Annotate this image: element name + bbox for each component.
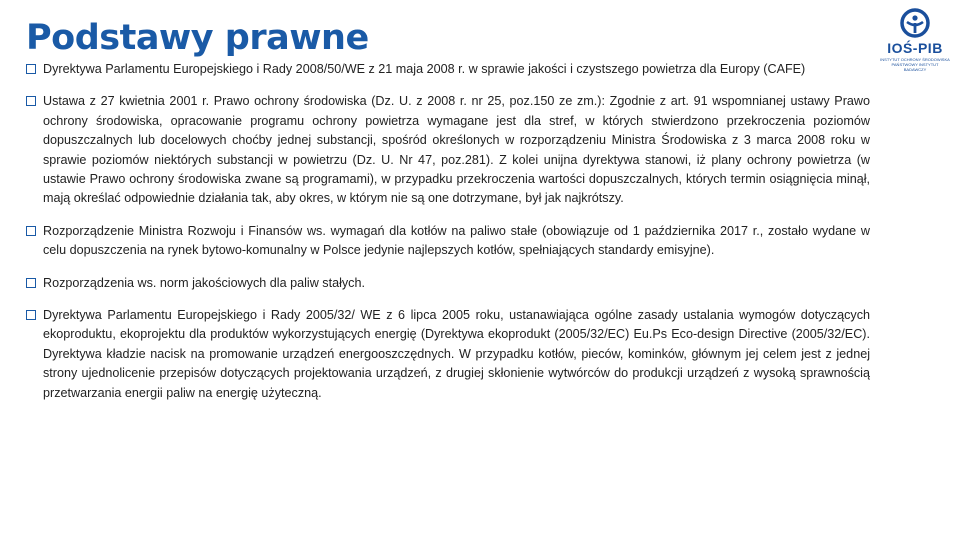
checkbox-bullet-icon [26,310,36,320]
checkbox-bullet-icon [26,278,36,288]
list-item [26,306,870,403]
logo-subtitle: INSTYTUT OCHRONY ŚRODOWISKA PAŃSTWOWY INSTYTUT BADAWCZY [880,57,950,72]
list-item [26,60,870,79]
list-item [26,222,870,261]
list-item-text: Ustawa z 27 kwietnia 2001 r. Prawo ochrony środowiska (Dz. U. z 2008 r. nr 25, poz.150 ze zm.): Zgodnie z art. 91 wspomnianej ustawy Prawo ochrony środowiska, opracowanie programu ochrony powietrza wymagane jest dla stref, w których stwierdzono przekroczenia poziomów dopuszczalnych lub docelowych choćby jednej substancji, spośród określonych w rozporządzeniu Ministra Środowiska z 3 marca 2008 roku w sprawie poziomów niektórych substancji w powietrzu (Dz. U. Nr 47, poz.281). Z kolei unijna dyrektywa stanowi, iż plany ochrony powietrza (w ustawie Prawo ochrony środowiska zwane są programami), w przypadku przekroczenia wartości dopuszczalnych, których termin osiągnięcia minął, mają określać odpowiednie działania tak, aby okres, w którym nie są one dotrzymane, był jak najkrótszy. [43,94,870,206]
ios-pib-logo [876,8,954,70]
checkbox-bullet-icon [26,226,36,236]
list-item [26,92,870,208]
checkbox-bullet-icon [26,64,36,74]
list-item-text: Rozporządzenie Ministra Rozwoju i Finansów ws. wymagań dla kotłów na paliwo stałe (obowiązuje od 1 października 2017 r., zostało wydane w celu dopuszczenia na rynek bytowo-komunalny w Polsce jedynie najlepszych kotłów, spełniających standardy emisyjne). [43,223,870,258]
checkbox-bullet-icon [26,96,36,106]
page-title: Podstawy prawne [26,18,369,58]
logo-text: IOŚ-PIB [887,40,943,56]
list-item-text: Dyrektywa Parlamentu Europejskiego i Rady 2005/32/ WE z 6 lipca 2005 roku, ustanawiająca ogólne zasady ustalania wymogów dotyczących ekoproduktu, ekoprojektu dla produktów wykorzystujących energię (Dyrektywa ekoprodukt (2005/32/EC) Eu.Ps Eco-design Directive (2005/32/EC). Dyrektywa kładzie nacisk na promowanie urządzeń energooszczędnych. W przypadku kotłów, pieców, kominków, głównym jej celem jest z jednej strony ujednolicenie przepisów dotyczących projektowania urządzeń, z drugiej skłonienie wytwórców do produkcji urządzeń z wysoką sprawnością przetwarzania energii paliw na energię użyteczną. [43,308,870,400]
legal-basis-list [26,60,870,416]
logo-emblem-icon [876,8,954,42]
list-item-text: Dyrektywa Parlamentu Europejskiego i Rady 2008/50/WE z 21 maja 2008 r. w sprawie jakości i czystszego powietrza dla Europy (CAFE) [43,62,806,76]
list-item [26,274,870,293]
list-item-text: Rozporządzenia ws. norm jakościowych dla paliw stałych. [43,275,365,290]
